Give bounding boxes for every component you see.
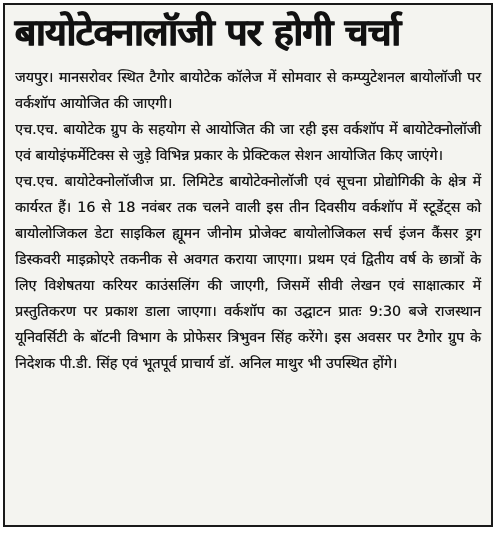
article-paragraph: एच.एच. बायोटेक्नोलॉजीज प्रा. लिमिटेड बायोटेक्नोलॉजी एवं सूचना प्रोद्योगिकी के क्षेत्र में कार्यरत हैं। 16 से 18 नवंबर तक चलने वाली इस तीन दिवसीय वर्कशॉप में स्टूडेंट्स को बायोलोजिकल डेटा साइकिल ह्यूमन जीनोम प्रोजेक्ट बायोलोजिकल सर्च इंजन कैंसर ड्रग डिस्कवरी माइक्रोएरे तकनीक से अवगत कराया जाएगा। प्रथम एवं द्वितीय वर्ष के छात्रों के लिए विशेषतया करियर काउंसलिंग की जाएगी, जिसमें सीवी लेखन एवं साक्षात्कार में प्रस्तुतिकरण पर प्रकाश डाला जाएगा। वर्कशॉप का उद्घाटन प्रातः 9:30 बजे राजस्थान यूनिवर्सिटी के बॉटनी विभाग के प्रोफेसर त्रिभुवन सिंह करेंगे। इस अवसर पर टैगोर ग्रुप के निदेशक पी.डी. सिंह एवं भूतपूर्व प्राचार्य डॉ. अनिल माथुर भी उपस्थित होंगे।	[15, 174, 481, 372]
newspaper-clipping	[3, 3, 493, 527]
article-body	[5, 61, 491, 377]
article-paragraph: जयपुर। मानसरोवर स्थित टैगोर बायोटेक कॉलेज में सोमवार से कम्प्युटेशनल बायोलॉजी पर वर्कशॉप आयोजित की जाएगी।	[15, 70, 481, 112]
article-paragraph: एच.एच. बायोटेक ग्रुप के सहयोग से आयोजित की जा रही इस वर्कशॉप में बायोटेक्नोलॉजी एवं बायोइंफर्मेटिक्स से जुड़े विभिन्न प्रकार के प्रेक्टिकल सेशन आयोजित किए जाएंगे।	[15, 122, 481, 164]
article-headline: बायोटेक्नालॉजी पर होगी चर्चा	[15, 11, 401, 54]
